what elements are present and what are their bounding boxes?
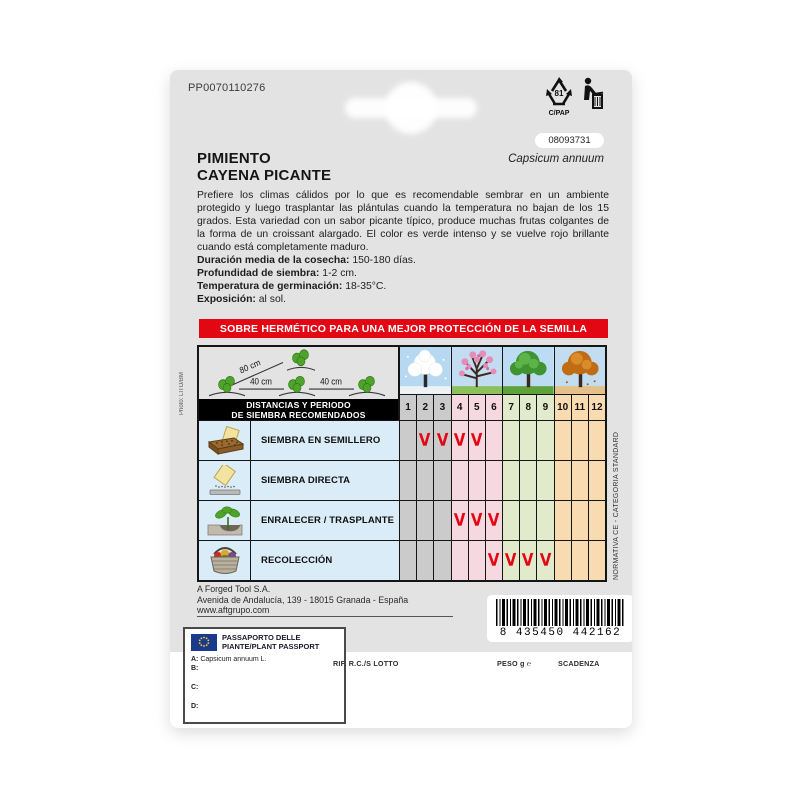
lot-reference-label: RIF. R.C./S LOTTO <box>333 659 399 668</box>
cell-month-5 <box>469 421 486 460</box>
expiry-label: SCADENZA <box>558 659 600 668</box>
passport-field-d: D: <box>191 703 199 710</box>
row-label: RECOLECCIÓN <box>251 541 400 580</box>
table-row-siembra-semillero <box>199 420 605 460</box>
cell-month-11 <box>572 461 589 500</box>
photo-credit: Photo: LITO/BM <box>179 372 185 415</box>
cell-month-8 <box>520 541 537 580</box>
cell-month-7 <box>503 501 520 540</box>
product-title <box>197 150 331 184</box>
check-icon: V <box>522 549 535 571</box>
passport-fields <box>191 656 338 710</box>
cell-month-10 <box>555 501 572 540</box>
svg-text:40 cm: 40 cm <box>250 376 272 387</box>
month-11: 11 <box>572 395 589 420</box>
barcode <box>487 595 632 642</box>
cell-month-4 <box>452 421 469 460</box>
seed-tray-icon <box>199 421 251 460</box>
cell-month-11 <box>572 421 589 460</box>
product-code: PP0070110276 <box>188 82 266 94</box>
batch-number-badge: 08093731 <box>535 133 604 148</box>
calendar-cells <box>400 501 605 540</box>
weight-label: PESO g ℮ <box>497 659 532 668</box>
cell-month-5 <box>469 501 486 540</box>
recycle-material-code: C/PAP <box>548 110 570 117</box>
month-3: 3 <box>434 395 451 420</box>
svg-text:80 cm: 80 cm <box>238 356 262 376</box>
description-paragraph: Prefiere los climas cálidos por lo que es recomendable sembrar en un ambiente protegido y luego trasplantar las plántulas cuando la temperatura no bajan de los 15 grados. Esta variedad con un sabor picante típico, produce muchas frutas colgantes de la forma de un croissant alargado. El color es verde intenso y se vuelve rojo brillante cuando está completamente maduro. <box>197 190 609 253</box>
check-icon: V <box>539 549 552 571</box>
title-line-2: CAYENA PICANTE <box>197 167 332 184</box>
spacing-diagram <box>199 347 398 399</box>
check-icon: V <box>470 509 483 531</box>
row-label: SIEMBRA DIRECTA <box>251 461 400 500</box>
check-icon: V <box>453 429 466 451</box>
check-icon: V <box>470 429 483 451</box>
cell-month-6 <box>486 541 503 580</box>
info-harvest-duration: Duración media de la cosecha: 150-180 días. <box>197 255 416 266</box>
month-6: 6 <box>486 395 503 420</box>
recycle-symbol <box>543 77 575 117</box>
season-row <box>400 347 605 395</box>
recycle-area <box>543 77 604 117</box>
harvest-basket-icon <box>199 541 251 580</box>
cell-month-1 <box>400 541 417 580</box>
hermetic-banner: SOBRE HERMÉTICO PARA UNA MEJOR PROTECCIÓN DE LA SEMILLA <box>199 319 608 338</box>
info-exposure: Exposición: al sol. <box>197 294 286 305</box>
passport-header <box>191 634 338 651</box>
month-8: 8 <box>520 395 537 420</box>
cell-month-12 <box>589 541 605 580</box>
cell-month-10 <box>555 461 572 500</box>
check-icon: V <box>487 549 501 571</box>
tidy-man-icon <box>580 77 604 111</box>
passport-field-b: B: <box>191 665 199 672</box>
month-1: 1 <box>400 395 417 420</box>
title-line-1: PIMIENTO <box>197 150 271 167</box>
growing-info-list <box>197 254 416 306</box>
cell-month-9 <box>537 541 554 580</box>
cell-month-11 <box>572 541 589 580</box>
month-header-row <box>400 395 605 420</box>
month-7: 7 <box>503 395 520 420</box>
eu-flag-icon <box>191 634 217 651</box>
normativa-vertical-text: NORMATIVA CE - CATEGORIA STANDARD <box>613 431 620 580</box>
calendar-cells <box>400 461 605 500</box>
cell-month-3 <box>434 541 451 580</box>
cell-month-4 <box>452 541 469 580</box>
cell-month-5 <box>469 541 486 580</box>
cell-month-2 <box>417 421 434 460</box>
table-row-trasplante <box>199 500 605 540</box>
cell-month-9 <box>537 421 554 460</box>
company-name: A Forged Tool S.A. <box>197 584 271 594</box>
cell-month-8 <box>520 461 537 500</box>
barcode-digits: 8 435450 442162 <box>499 627 622 639</box>
month-2: 2 <box>417 395 434 420</box>
calendar-header-right <box>400 347 605 420</box>
check-icon: V <box>504 549 518 571</box>
cell-month-7 <box>503 461 520 500</box>
table-row-siembra-directa <box>199 460 605 500</box>
check-icon: V <box>487 509 501 531</box>
cell-month-12 <box>589 421 605 460</box>
month-5: 5 <box>469 395 486 420</box>
passport-field-a: A: Capsicum annuum L. <box>191 656 267 663</box>
cell-month-1 <box>400 421 417 460</box>
cell-month-1 <box>400 461 417 500</box>
month-9: 9 <box>537 395 554 420</box>
cell-month-2 <box>417 501 434 540</box>
cell-month-10 <box>555 421 572 460</box>
cell-month-3 <box>434 421 451 460</box>
cell-month-12 <box>589 461 605 500</box>
passport-title: PASSAPORTO DELLE PIANTE/PLANT PASSPORT <box>222 633 320 651</box>
cell-month-9 <box>537 461 554 500</box>
cell-month-9 <box>537 501 554 540</box>
recycle-triangle-icon <box>543 77 575 107</box>
cell-month-4 <box>452 461 469 500</box>
cell-month-2 <box>417 461 434 500</box>
divider-line <box>197 616 453 617</box>
cell-month-6 <box>486 501 503 540</box>
passport-field-c: C: <box>191 684 199 691</box>
cell-month-10 <box>555 541 572 580</box>
cell-month-7 <box>503 541 520 580</box>
cell-month-2 <box>417 541 434 580</box>
calendar-cells <box>400 541 605 580</box>
cell-month-8 <box>520 501 537 540</box>
hang-hole <box>385 82 437 134</box>
calendar-header-left <box>199 347 400 420</box>
cell-month-3 <box>434 501 451 540</box>
svg-text:81: 81 <box>554 89 564 98</box>
info-sowing-depth: Profundidad de siembra: 1-2 cm. <box>197 268 357 279</box>
cell-month-3 <box>434 461 451 500</box>
check-icon: V <box>419 429 432 451</box>
cell-month-4 <box>452 501 469 540</box>
calendar-cells <box>400 421 605 460</box>
direct-sowing-icon <box>199 461 251 500</box>
cell-month-1 <box>400 501 417 540</box>
cell-month-12 <box>589 501 605 540</box>
calendar-title: DISTANCIAS Y PERIODO DE SIEMBRA RECOMENDADOS <box>199 399 398 420</box>
info-germination-temp: Temperatura de germinación: 18-35°C. <box>197 281 387 292</box>
cell-month-11 <box>572 501 589 540</box>
plant-passport-box <box>183 627 346 724</box>
summer-tree-icon <box>503 347 555 394</box>
autumn-tree-icon <box>555 347 606 394</box>
month-4: 4 <box>452 395 469 420</box>
company-address <box>197 584 408 616</box>
company-website: www.aftgrupo.com <box>197 605 270 615</box>
barcode-bars <box>496 599 625 626</box>
row-label: ENRALECER / TRASPLANTE <box>251 501 400 540</box>
check-icon: V <box>453 509 466 531</box>
table-row-recoleccion <box>199 540 605 580</box>
cell-month-6 <box>486 461 503 500</box>
calendar-header <box>199 347 605 420</box>
svg-text:40 cm: 40 cm <box>320 376 342 387</box>
plant-spacing-icon <box>199 347 398 399</box>
cell-month-6 <box>486 421 503 460</box>
sowing-calendar-table <box>197 345 607 582</box>
month-10: 10 <box>555 395 572 420</box>
cell-month-5 <box>469 461 486 500</box>
species-latin-name: Capsicum annuum <box>508 153 604 165</box>
transplant-icon <box>199 501 251 540</box>
spring-tree-icon <box>452 347 504 394</box>
month-12: 12 <box>589 395 605 420</box>
cell-month-8 <box>520 421 537 460</box>
winter-tree-icon <box>400 347 452 394</box>
check-icon: V <box>436 429 449 451</box>
cell-month-7 <box>503 421 520 460</box>
company-street: Avenida de Andalucía, 139 - 18015 Granada - España <box>197 594 409 605</box>
row-label: SIEMBRA EN SEMILLERO <box>251 421 400 460</box>
seed-packet-back <box>170 70 632 728</box>
